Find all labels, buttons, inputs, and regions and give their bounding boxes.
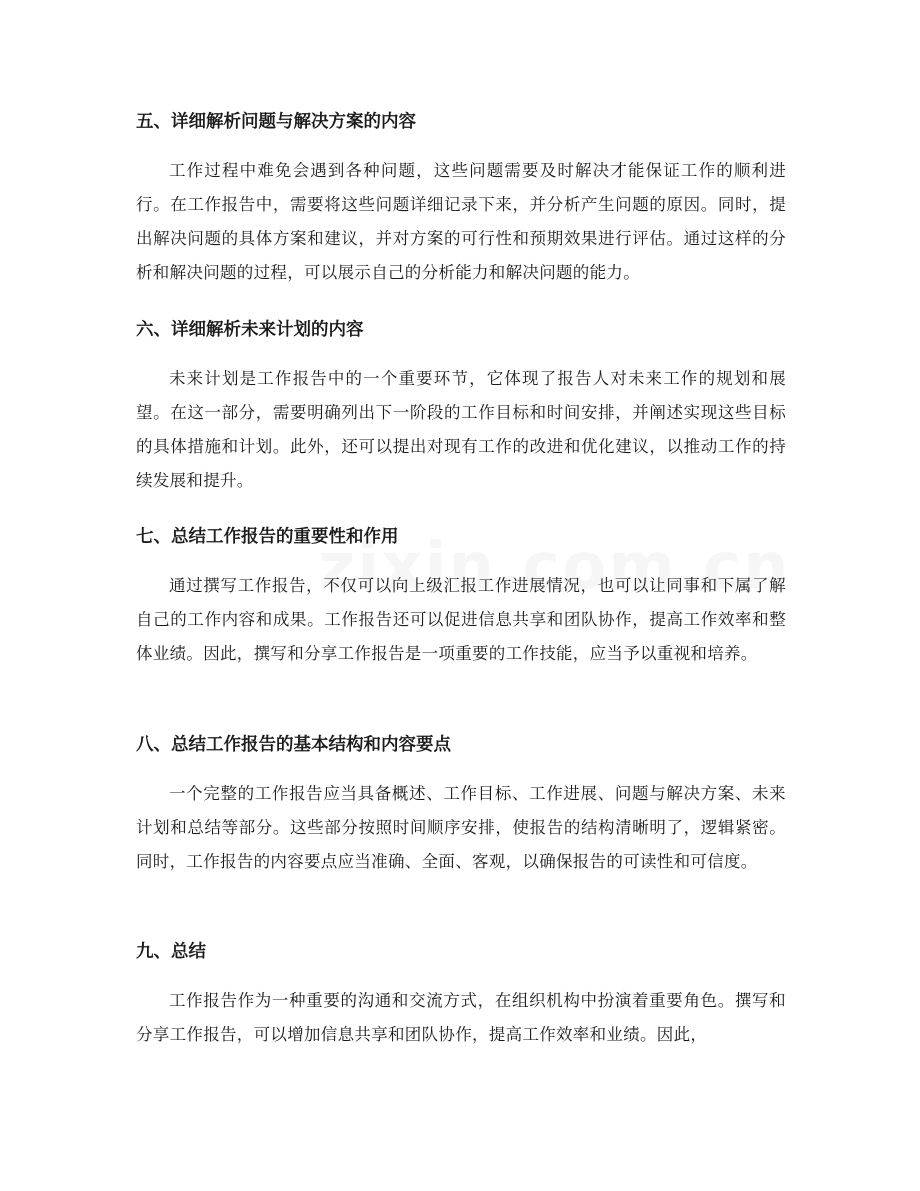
section-body-8: 一个完整的工作报告应当具备概述、工作目标、工作进展、问题与解决方案、未来计划和总结等部分。这些部分按照时间顺序安排，使报告的结构清晰明了，逻辑紧密。同时，工作报告的内容要点应当准确、全面、客观，以确保报告的可读性和可信度。 <box>136 784 786 871</box>
section-heading-9: 九、总结 <box>136 942 206 962</box>
section-heading-5: 五、详细解析问题与解决方案的内容 <box>136 112 416 132</box>
section-heading-6: 六、详细解析未来计划的内容 <box>136 320 364 340</box>
section-heading-8: 八、总结工作报告的基本结构和内容要点 <box>136 735 451 755</box>
section-body-6: 未来计划是工作报告中的一个重要环节，它体现了报告人对未来工作的规划和展望。在这一部分，需要明确列出下一阶段的工作目标和时间安排，并阐述实现这些目标的具体措施和计划。此外，还可以提出对现有工作的改进和优化建议，以推动工作的持续发展和提升。 <box>136 369 786 490</box>
section-body-9: 工作报告作为一种重要的沟通和交流方式，在组织机构中扮演着重要角色。撰写和分享工作报告，可以增加信息共享和团队协作，提高工作效率和业绩。因此， <box>136 991 786 1044</box>
section-body-7: 通过撰写工作报告，不仅可以向上级汇报工作进展情况，也可以让同事和下属了解自己的工作内容和成果。工作报告还可以促进信息共享和团队协作，提高工作效率和整体业绩。因此，撰写和分享工作报告是一项重要的工作技能，应当予以重视和培养。 <box>136 576 786 663</box>
section-heading-7: 七、总结工作报告的重要性和作用 <box>136 527 399 547</box>
section-body-5: 工作过程中难免会遇到各种问题，这些问题需要及时解决才能保证工作的顺利进行。在工作报告中，需要将这些问题详细记录下来，并分析产生问题的原因。同时，提出解决问题的具体方案和建议，并对方案的可行性和预期效果进行评估。通过这样的分析和解决问题的过程，可以展示自己的分析能力和解决问题的能力。 <box>136 161 786 282</box>
